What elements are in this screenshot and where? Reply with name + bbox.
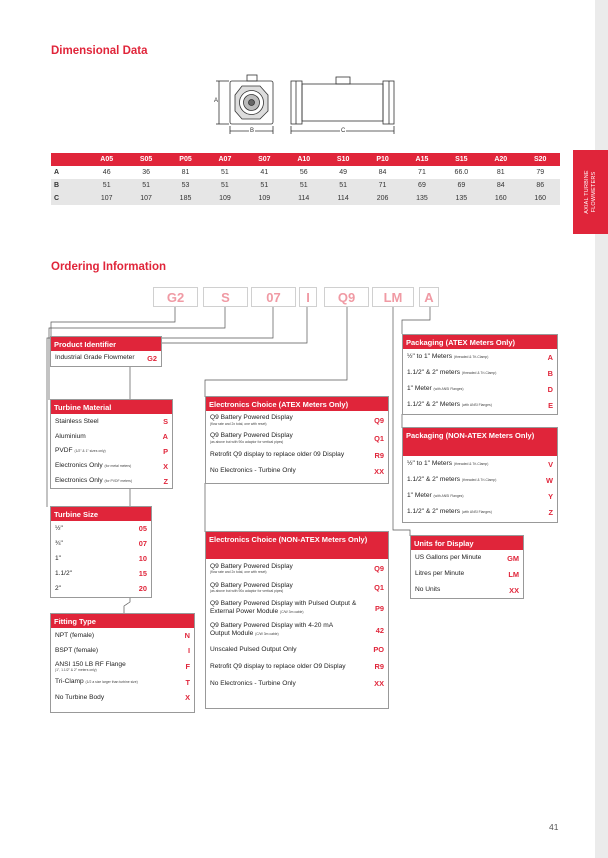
list-item — [51, 551, 151, 566]
table-cell: 84 — [481, 179, 520, 192]
option-note: (as above but with 90o adaptor for vertical pipes) — [210, 589, 284, 594]
option-code: Z — [163, 477, 168, 486]
packaging-non-atex-title: Packaging (NON-ATEX Meters Only) — [403, 428, 557, 456]
table-cell: 51 — [323, 179, 362, 192]
list-item — [411, 550, 523, 566]
table-cell: 51 — [87, 179, 126, 192]
list-item — [206, 463, 388, 479]
table-cell: 53 — [166, 179, 205, 192]
header-cell: P05 — [166, 153, 205, 166]
option-code: Q9 — [374, 564, 384, 573]
table-cell: 36 — [126, 166, 165, 179]
packaging-atex-title: Packaging (ATEX Meters Only) — [403, 335, 557, 349]
option-code: PO — [373, 645, 384, 654]
code-box-size: 07 — [251, 287, 296, 307]
option-label: ½" to 1" Meters — [407, 352, 452, 360]
option-label: 1" Meter — [407, 384, 432, 392]
table-cell: 51 — [284, 179, 323, 192]
turbine-material-title: Turbine Material — [51, 400, 172, 414]
packaging-non-atex-box — [402, 427, 558, 523]
option-code: 07 — [138, 539, 147, 548]
table-cell: 206 — [363, 192, 402, 205]
option-code: LM — [508, 569, 519, 579]
electronics-atex-title: Electronics Choice (ATEX Meters Only) — [206, 397, 388, 411]
side-tab-line-1: AXIAL TURBINE — [583, 170, 590, 214]
option-code: P9 — [374, 603, 384, 613]
list-item — [206, 411, 388, 429]
option-code: P — [163, 447, 168, 456]
list-item — [51, 658, 194, 675]
option-note: (C/W 3m cable) — [280, 609, 304, 614]
option-label: Litres per Minute — [415, 570, 465, 578]
table-cell: 51 — [245, 179, 284, 192]
option-label: 1.1/2" & 2" Meters — [407, 400, 461, 408]
option-label: Q9 Battery Powered Display with Pulsed Output & External Power Module — [210, 600, 357, 615]
option-label: Q9 Battery Powered Display — [210, 562, 293, 570]
list-item — [51, 690, 194, 705]
table-cell: 69 — [402, 179, 441, 192]
option-label: 1.1/2" & 2" meters — [407, 507, 461, 515]
table-cell: 79 — [520, 166, 560, 179]
header-cell: S10 — [323, 153, 362, 166]
option-label: 1" — [55, 554, 62, 562]
header-cell: S07 — [245, 153, 284, 166]
turbine-size-box — [50, 506, 152, 598]
header-cell: A05 — [87, 153, 126, 166]
electronics-non-atex-box — [205, 531, 389, 709]
option-code: G2 — [147, 353, 157, 363]
option-code: E — [548, 400, 553, 410]
list-item — [403, 397, 557, 413]
option-label: Industrial Grade Flowmeter — [55, 354, 135, 362]
option-note: (threaded & Tri-Clamp) — [461, 370, 497, 375]
option-code: N — [184, 631, 190, 640]
header-cell: A07 — [205, 153, 244, 166]
option-code: W — [546, 475, 553, 485]
option-note: (as above but with 90o adaptor for vertical pipes) — [210, 439, 284, 444]
table-cell: 185 — [166, 192, 205, 205]
option-code: Q1 — [374, 583, 384, 592]
list-item — [51, 474, 172, 489]
option-code: T — [185, 678, 190, 687]
list-item — [403, 504, 557, 520]
list-item — [51, 581, 151, 596]
list-item — [206, 559, 388, 578]
code-box-fitting: I — [299, 287, 317, 307]
option-label: 1.1/2" & 2" meters — [407, 475, 461, 483]
list-item — [206, 597, 388, 619]
table-cell: 71 — [402, 166, 441, 179]
option-code: 42 — [375, 625, 384, 635]
section-side-tab — [573, 150, 608, 234]
option-label: No Electronics - Turbine Only — [210, 467, 296, 475]
option-code: I — [187, 646, 190, 655]
turbine-material-box — [50, 399, 173, 489]
option-label: 1.1/2" & 2" meters — [407, 368, 461, 376]
code-box-packaging: A — [419, 287, 439, 307]
table-cell: 160 — [481, 192, 520, 205]
option-code: XX — [374, 466, 384, 476]
list-item — [51, 414, 172, 429]
header-cell: A20 — [481, 153, 520, 166]
table-cell: 69 — [442, 179, 481, 192]
header-cell: S20 — [520, 153, 560, 166]
option-code: F — [185, 662, 190, 671]
option-label: PVDF — [55, 447, 73, 455]
table-cell: 56 — [284, 166, 323, 179]
option-label: No Turbine Body — [55, 693, 105, 701]
table-cell: 86 — [520, 179, 560, 192]
list-item — [403, 488, 557, 504]
table-cell: 51 — [205, 166, 244, 179]
option-note: (for PVDF meters) — [104, 479, 132, 484]
list-item — [403, 349, 557, 365]
option-label: Tri-Clamp — [55, 678, 84, 686]
option-label: 2" — [55, 584, 62, 592]
option-note: (with ANSI Flanges) — [461, 402, 492, 407]
ordering-information-heading: Ordering Information — [51, 261, 166, 273]
row-label: B — [51, 179, 87, 192]
option-note: (threaded & Tri-Clamp) — [461, 477, 497, 482]
option-note: (1/2 a size larger than turbine size) — [85, 680, 138, 685]
page-number: 41 — [549, 822, 559, 832]
header-cell: A10 — [284, 153, 323, 166]
option-code: Z — [548, 507, 553, 517]
list-item — [403, 456, 557, 472]
option-code: A — [162, 432, 168, 441]
option-code: 10 — [138, 554, 147, 563]
option-label: Aluminium — [55, 432, 86, 440]
code-box-electronics: Q9 — [324, 287, 369, 307]
list-item — [206, 619, 388, 641]
option-code: R9 — [374, 662, 384, 671]
option-code: X — [185, 693, 190, 702]
table-cell: 71 — [363, 179, 402, 192]
option-label: Q9 Battery Powered Display — [210, 414, 293, 422]
option-code: R9 — [374, 450, 384, 460]
option-code: A — [547, 352, 553, 362]
option-label: Q9 Battery Powered Display — [210, 432, 293, 440]
dim-label-b: B — [250, 128, 255, 134]
row-label: C — [51, 192, 87, 205]
option-code: Q1 — [374, 433, 384, 443]
option-label: No Electronics - Turbine Only — [210, 679, 296, 687]
list-item — [51, 566, 151, 581]
option-code: V — [548, 459, 553, 469]
option-code: B — [547, 368, 553, 378]
option-label: Electronics Only — [55, 477, 103, 485]
option-label: NPT (female) — [55, 631, 95, 639]
option-label: ½" to 1" Meters — [407, 459, 452, 467]
list-item — [206, 447, 388, 463]
table-cell: 46 — [87, 166, 126, 179]
table-cell: 107 — [126, 192, 165, 205]
table-cell: 81 — [166, 166, 205, 179]
option-label: Unscaled Pulsed Output Only — [210, 645, 297, 653]
option-label: ½" — [55, 524, 63, 532]
table-cell: 160 — [520, 192, 560, 205]
option-label: BSPT (female) — [55, 646, 99, 654]
table-cell: 135 — [402, 192, 441, 205]
option-label: Q9 Battery Powered Display with 4-20 mA Output Module — [210, 622, 333, 637]
table-cell: 49 — [323, 166, 362, 179]
list-item — [51, 459, 172, 474]
units-for-display-title: Units for Display — [411, 536, 523, 550]
option-note: (flow rate and 2x total, one with reset) — [210, 421, 267, 426]
option-note: (threaded & Tri-Clamp) — [453, 461, 489, 466]
option-note: (with ANSI Flanges) — [433, 493, 464, 498]
list-item — [403, 381, 557, 397]
option-note: (1", 1.1/2" & 2" meters only) — [55, 668, 97, 673]
option-note: (with ANSI Flanges) — [461, 509, 492, 514]
option-label: 1" Meter — [407, 491, 432, 499]
option-code: GM — [507, 553, 519, 563]
list-item — [51, 429, 172, 444]
row-label: A — [51, 166, 87, 179]
option-code: 20 — [138, 584, 147, 593]
option-note: (C/W 3m cable) — [255, 631, 279, 636]
option-code: 15 — [138, 569, 147, 578]
fitting-type-title: Fitting Type — [51, 614, 194, 628]
fitting-type-box — [50, 613, 195, 713]
table-cell: 81 — [481, 166, 520, 179]
option-label: ANSI 150 LB RF Flange — [55, 660, 126, 668]
code-box-material: S — [203, 287, 248, 307]
turbine-size-title: Turbine Size — [51, 507, 151, 521]
list-item — [206, 429, 388, 447]
list-item — [411, 566, 523, 582]
option-note: (flow rate and 2x total, one with reset) — [210, 570, 267, 575]
option-code: XX — [509, 585, 519, 595]
electronics-non-atex-title: Electronics Choice (NON-ATEX Meters Only) — [206, 532, 388, 559]
list-item — [206, 578, 388, 597]
option-code: Q9 — [374, 415, 384, 425]
list-item — [51, 444, 172, 459]
option-note: (1/2" & 1" sizes only) — [74, 449, 106, 454]
option-note: (for metal meters) — [104, 464, 132, 469]
list-item — [51, 675, 194, 690]
side-tab-line-2: FLOWMETERS — [590, 171, 597, 213]
option-code: Y — [548, 491, 553, 501]
product-identifier-box — [50, 336, 162, 367]
option-label: No Units — [415, 586, 441, 594]
code-box-product: G2 — [153, 287, 198, 307]
option-label: US Gallons per Minute — [415, 554, 482, 562]
code-box-units: LM — [372, 287, 414, 307]
option-label: Stainless Steel — [55, 417, 99, 425]
header-cell: S15 — [442, 153, 481, 166]
table-cell: 109 — [205, 192, 244, 205]
option-note: (with ANSI Flanges) — [433, 386, 464, 391]
list-item — [403, 472, 557, 488]
table-cell: 84 — [363, 166, 402, 179]
option-code: D — [547, 384, 553, 394]
table-cell: 51 — [205, 179, 244, 192]
table-cell: 135 — [442, 192, 481, 205]
option-label: Q9 Battery Powered Display — [210, 581, 293, 589]
list-item — [51, 628, 194, 643]
option-code: X — [163, 462, 168, 471]
list-item — [51, 351, 161, 365]
option-code: 05 — [138, 524, 147, 533]
list-item — [51, 643, 194, 658]
dimensional-data-heading: Dimensional Data — [51, 45, 148, 57]
table-cell: 109 — [245, 192, 284, 205]
packaging-atex-box — [402, 334, 558, 415]
list-item — [206, 675, 388, 692]
electronics-atex-box — [205, 396, 389, 484]
table-cell: 107 — [87, 192, 126, 205]
option-label: Retrofit Q9 display to replace older O9 Display — [210, 662, 346, 670]
list-item — [411, 582, 523, 598]
option-code: S — [163, 417, 168, 426]
option-label: 1.1/2" — [55, 569, 73, 577]
option-code: XX — [374, 679, 384, 688]
table-cell: 114 — [323, 192, 362, 205]
option-note: (threaded & Tri-Clamp) — [453, 354, 489, 359]
product-identifier-title: Product Identifier — [51, 337, 161, 351]
list-item — [51, 536, 151, 551]
dim-label-c: C — [341, 128, 346, 134]
list-item — [206, 641, 388, 658]
list-item — [51, 521, 151, 536]
list-item — [206, 658, 388, 675]
table-cell: 41 — [245, 166, 284, 179]
units-for-display-box — [410, 535, 524, 599]
option-label: Retrofit Q9 display to replace older 09 Display — [210, 451, 345, 459]
table-cell: 66.0 — [442, 166, 481, 179]
option-label: ¾" — [55, 539, 63, 547]
list-item — [403, 365, 557, 381]
table-cell: 114 — [284, 192, 323, 205]
table-cell: 51 — [126, 179, 165, 192]
header-cell: P10 — [363, 153, 402, 166]
option-label: Electronics Only — [55, 462, 103, 470]
dim-label-a: A — [214, 98, 219, 104]
header-cell: S05 — [126, 153, 165, 166]
header-cell: A15 — [402, 153, 441, 166]
